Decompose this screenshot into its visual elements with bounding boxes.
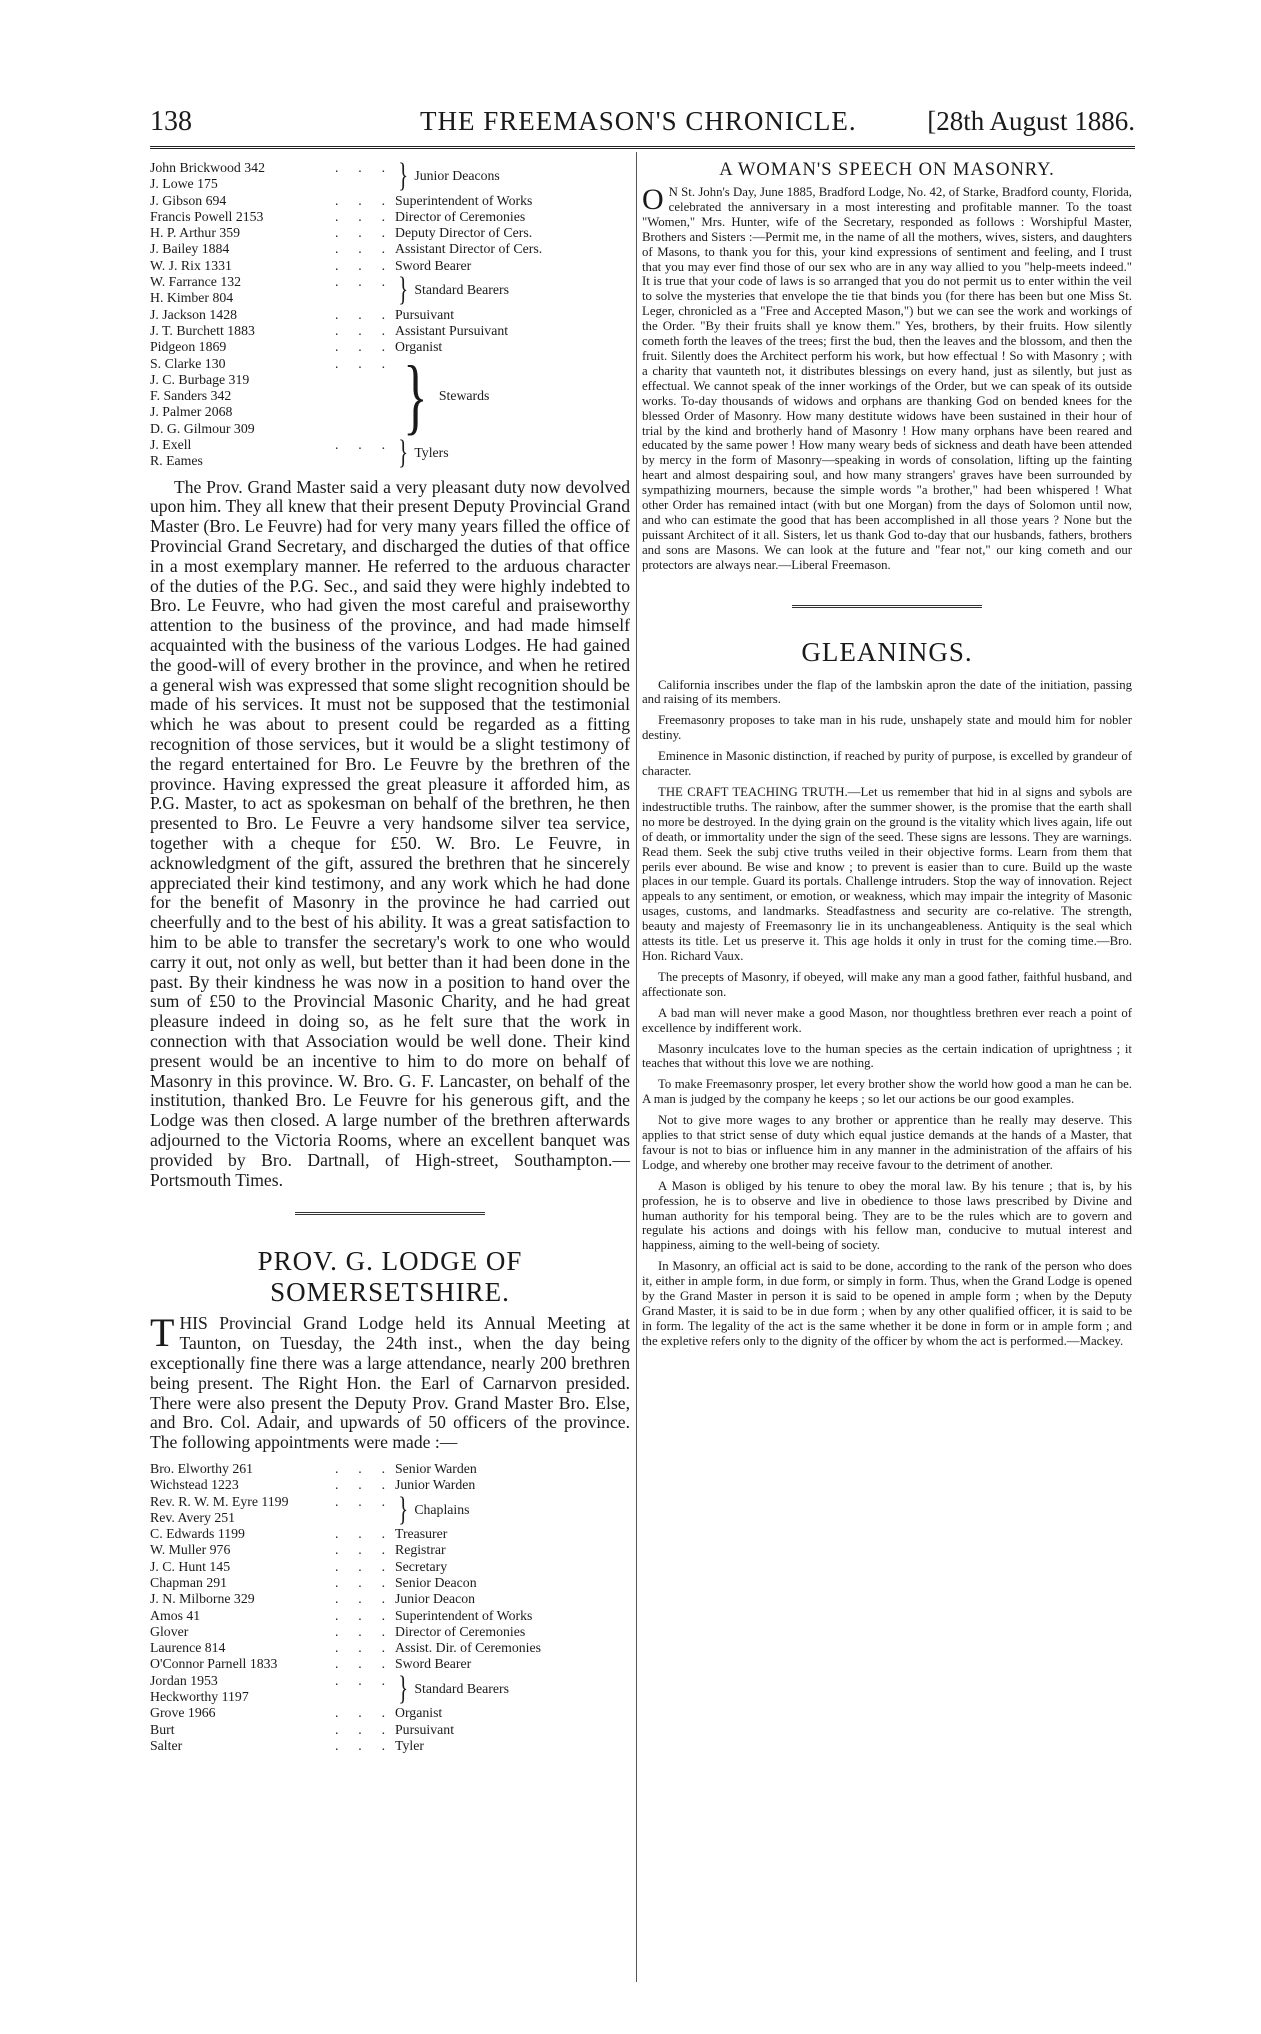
speech-heading: A WOMAN'S SPEECH ON MASONRY. xyxy=(719,160,1055,180)
office-title: Director of Ceremonies xyxy=(395,208,526,224)
office-title: Senior Warden xyxy=(395,1460,477,1476)
page-header xyxy=(150,106,1135,146)
appointee-name: J. Gibson 694 xyxy=(150,192,227,208)
appointment-row xyxy=(150,1656,630,1672)
appointee-name: Grove 1966 xyxy=(150,1705,216,1721)
column-divider xyxy=(636,152,637,1982)
appointments-list xyxy=(150,157,630,472)
leader-dots: . . . xyxy=(334,1640,386,1656)
office-title: Deputy Director of Cers. xyxy=(395,225,533,241)
office-title: Stewards xyxy=(438,388,490,404)
appointee-name: J. Bailey 1884 xyxy=(150,241,230,257)
gleaning-paragraph: California inscribes under the flap of the lambskin apron the date of the initiation, passing and raising of its members. xyxy=(642,677,1132,707)
appointment-row xyxy=(150,1705,630,1721)
office-title: Registrar xyxy=(395,1542,446,1558)
appointment-row xyxy=(150,323,630,339)
leader-dots: . . . xyxy=(334,1705,386,1721)
leader-dots: . . . xyxy=(334,225,386,241)
appointment-row xyxy=(150,307,630,323)
right-column xyxy=(642,160,1132,1355)
leader-dots: . . . xyxy=(334,1737,386,1753)
office-title: Secretary xyxy=(395,1558,448,1574)
gleaning-paragraph: In Masonry, an official act is said to be done, according to the rank of the person who does it, either in ample form, in due form, or simply in form. Thus, when the Grand Lodge is opened by the Grand Master in person it is said to be opened in ample form ; when by the Deputy Grand Master, it is said to be in due form ; when by any other qualified officer, it is said to be in form. The legality of the act is the same whether it be done in form or in ample form ; and the expletive refers only to the dignity of the officer by whom the act is performed.—Mackey. xyxy=(642,1259,1132,1348)
appointment-row xyxy=(150,1669,630,1707)
brace-mark: } xyxy=(398,271,409,309)
office-title: Treasurer xyxy=(395,1526,448,1542)
appointee-name: C. Edwards 1199 xyxy=(150,1526,245,1542)
appointee-name: H. P. Arthur 359 xyxy=(150,225,241,241)
appointee-name: Heckworthy 1197 xyxy=(150,1689,249,1705)
appointment-row xyxy=(150,271,630,309)
office-title: Director of Ceremonies xyxy=(395,1623,526,1639)
speech-dropcap: O xyxy=(642,183,664,216)
appointee-name: J. Exell xyxy=(150,437,192,453)
appointment-row xyxy=(150,434,630,472)
brace-mark: } xyxy=(398,157,409,194)
leader-dots: . . . xyxy=(334,306,386,322)
leader-dots: . . . xyxy=(334,257,386,273)
appointee-name: J. C. Hunt 145 xyxy=(150,1558,231,1574)
office-title: Standard Bearers xyxy=(414,282,509,298)
brace-mark: } xyxy=(398,434,409,472)
leader-dots: . . . xyxy=(334,437,386,453)
leader-dots: . . . xyxy=(334,1656,386,1672)
appointee-name: J. N. Milborne 329 xyxy=(150,1591,255,1607)
leader-dots: . . . xyxy=(334,1721,386,1737)
appointee-name: Wichstead 1223 xyxy=(150,1477,239,1493)
office-title: Assistant Pursuivant xyxy=(395,322,509,338)
prov-grand-master-paragraph: The Prov. Grand Master said a very pleasant duty now devolved upon him. They all knew that their present Deputy Provincial Grand Master (Bro. Le Feuvre) had for very many years filled the office of Provincial Grand Secretary, and discharged the duties of that office in a most exemplary manner. He referred to the arduous character of the duties of the P.G. Sec., and said they were highly indebted to Bro. Le Feuvre, who had given the most careful and praiseworthy attention to the business of the province, and had made himself acquainted with the business of the various Lodges. He had gained the good-will of every brother in the province, and when he retired a general wish was expressed that some slight recognition should be made of his services. It must not be supposed that the testimonial which he was about to present could be regarded as a fitting recognition of those services, but it would be a slight testimony of the regard entertained for Bro. Le Feuvre by the brethren of the province. Having expressed the great pleasure it afforded him, as P.G. Master, to act as spokesman on behalf of the brethren, he then presented to Bro. Le Feuvre a very handsome silver tea service, together with a cheque for £50. W. Bro. Le Feuvre, in acknowledgment of the gift, assured the brethren that he sincerely appreciated their kind testimony, and any work which he had done for the benefit of Masonry in the province he had carried out cheerfully and to the best of his ability. It was a great satisfaction to him to be able to transfer the secretary's work to one who would carry it out, not only as well, but better than it had been done in the past. By their kindness he was now in a position to hand over the sum of £50 to the Provincial Masonic Charity, and he had great pleasure indeed in doing so, as he felt sure that the work in connection with that Association would be well done. Their kind present would be an incentive to him to do more on behalf of Masonry in this province. W. Bro. G. F. Lancaster, on behalf of the institution, thanked Bro. Le Feuvre for his generous gift, and the Lodge was then closed. A large number of the brethren afterwards adjourned to the Victoria Rooms, where an excellent banquet was provided by Bro. Dartnall, of High-street, Southampton.—Portsmouth Times. xyxy=(150,476,630,1190)
appointee-name: W. J. Rix 1331 xyxy=(150,257,232,273)
appointee-name: S. Clarke 130 xyxy=(150,355,226,371)
office-title: Tyler xyxy=(395,1737,424,1753)
appointee-name: J. Lowe 175 xyxy=(150,176,218,192)
appointee-name: Glover xyxy=(150,1623,189,1639)
appointment-row xyxy=(150,157,630,194)
appointment-row xyxy=(150,1461,630,1477)
appointee-name: W. Farrance 132 xyxy=(150,274,242,290)
office-title: Senior Deacon xyxy=(395,1575,477,1590)
appointment-row xyxy=(150,1738,630,1754)
somerset-dropcap: T xyxy=(150,1310,175,1356)
gleaning-paragraph: Freemasonry proposes to take man in his rude, unshapely state and mould him for nobler destiny. xyxy=(642,713,1132,743)
brace-mark: } xyxy=(398,1490,409,1528)
appointee-name: John Brickwood 342 xyxy=(150,160,265,175)
appointment-row xyxy=(150,349,630,444)
office-title: Pursuivant xyxy=(395,306,455,322)
appointee-name: W. Muller 976 xyxy=(150,1542,231,1558)
office-title: Assist. Dir. of Ceremonies xyxy=(395,1640,542,1656)
appointment-row xyxy=(150,339,630,355)
appointment-row xyxy=(150,1591,630,1607)
leader-dots: . . . xyxy=(334,1623,386,1639)
speech-paragraph: O N St. John's Day, June 1885, Bradford Lodge, No. 42, of Starke, Bradford county, Florida, celebrated the anniversary in a most interesting and profitable manner. To the toast "Women," Mrs. Hunter, wife of the Secretary, responded as follows : Worshipful Master, Brothers and Sisters :—Permit me, in the name of all the mothers, wives, sisters, and daughters of Masons, to thank you for this, your kind expressions of sentiment and feeling, and I trust that you may ever find those of our sex who are in any way allied to you "help-meets indeed." It is true that your code of laws is so arranged that you do not permit us to enter within the veil to solve the mysteries that envelope the tie that binds you (for there has been but one Miss St. Leger, chronicled as a "Free and Accepted Mason,") but we can see the work and workings of the Order. "By their fruits shall ye know them." Yes, brothers, by their fruits. How silently cometh forth the leaves of the trees; first the bud, then the leaves and the blossom, and then the fruit. Silently does the Architect perform his work, but how effectual ! So with Masonry ; with a charity that vaunteth not, it distributes blessings on every hand, just as silently, but just as effectual. We cannot speak of the inner workings of the Order, but we can speak of its outside works. To-day thousands of widows and orphans are thanking God on bended knees for the blessed Order of Masonry. How many destitute widows have been sustained in their hour of trial by the kind and brotherly hand of Masonry ! How many orphans have been reared and educated by the same power ! How many weary beds of sickness and death have been attended by mercy in the form of Masonry—speaking in words of consolation, lifting up the fainting heart and almost despairing soul, and how many strangers' graves have been surrounded by sympathizing mourners, because the simple words "a brother," had been whispered ! What other Order has remained intact (with but one Morgan) from the days of Solomon until now, and who can estimate the good that has been accomplished in all those years ? None but the puissant Architect of it all. Sisters, let us thank God to-day that our husbands, fathers, brothers and sons are Masons. We can look at the future and "fear not," our king cometh and our protectors are always near.—Liberal Freemason. xyxy=(642,183,1132,572)
gleaning-paragraph: A bad man will never make a good Mason, nor thoughtless brethren ever reach a point of excellence by indifferent work. xyxy=(642,1005,1132,1035)
page-number: 138 xyxy=(150,106,192,137)
brace-mark: } xyxy=(403,349,428,444)
appointee-name: J. Palmer 2068 xyxy=(150,404,233,420)
office-title: Junior Deacon xyxy=(395,1591,476,1607)
appointment-row xyxy=(150,1722,630,1738)
leader-dots: . . . xyxy=(334,160,386,175)
appointment-row xyxy=(150,1542,630,1558)
leader-dots: . . . xyxy=(334,322,386,338)
office-title: Tylers xyxy=(414,445,449,461)
appointment-row xyxy=(150,1624,630,1640)
office-title: Junior Deacons xyxy=(414,168,500,184)
appointee-name: H. Kimber 804 xyxy=(150,290,234,306)
gleaning-paragraph: THE CRAFT TEACHING TRUTH.—Let us remember that hid in al signs and sybols are indestructible truths. The rainbow, after the summer shower, is the promise that the earth shall no more be destroyed. In the dying grain on the ground is the vitality which lives again, life out of death, or immortality under the sign of the seed. These signs are lessons. They are warnings. Read them. Seek the subj ctive truths veiled in their objective forms. Learn from them that perils ever abound. Be wise and know ; to prevent is easier than to cure. Build up the waste places in our temple. Guard its portals. Challenge intruders. Stop the way of innovation. Reject appeals to any sentiment, or emotion, or weakness, which may impair the integrity of Masonic usages, customs, and landmarks. Steadfastness and security are co-relative. The strength, beauty and majesty of Freemasonry lie in its unchangeableness. Antiquity is the seal which attests its title. Let us preserve it. This age holds it only in trust for the coming time.—Bro. Hon. Richard Vaux. xyxy=(642,785,1132,963)
appointee-name: J. Jackson 1428 xyxy=(150,306,237,322)
appointee-name: Rev. R. W. M. Eyre 1199 xyxy=(150,1493,289,1509)
leader-dots: . . . xyxy=(334,1526,386,1542)
gleaning-paragraph: To make Freemasonry prosper, let every brother show the world how good a man he can be. A man is judged by the company he keeps ; so let our actions be our good examples. xyxy=(642,1077,1132,1107)
appointee-name: R. Eames xyxy=(150,453,203,469)
leader-dots: . . . xyxy=(334,1477,386,1493)
gleanings-heading: GLEANINGS. xyxy=(801,636,973,667)
appointee-name: J. C. Burbage 319 xyxy=(150,371,250,387)
gleaning-paragraph: The precepts of Masonry, if obeyed, will make any man a good father, faithful husband, and affectionate son. xyxy=(642,969,1132,999)
appointment-row xyxy=(150,1477,630,1493)
gleaning-paragraph: Eminence in Masonic distinction, if reached by purity of purpose, is excelled by grandeur of character. xyxy=(642,749,1132,779)
publication-title: THE FREEMASON'S CHRONICLE. xyxy=(420,106,857,136)
brace-mark: } xyxy=(398,1669,409,1707)
issue-date: [28th August 1886. xyxy=(927,106,1135,136)
appointee-name: Bro. Elworthy 261 xyxy=(150,1460,254,1476)
left-column xyxy=(150,157,630,1754)
appointment-row xyxy=(150,1608,630,1624)
appointee-name: Laurence 814 xyxy=(150,1640,226,1656)
appointment-row xyxy=(150,1575,630,1591)
office-title: Pursuivant xyxy=(395,1721,455,1737)
leader-dots: . . . xyxy=(334,1607,386,1623)
appointee-name: Amos 41 xyxy=(150,1607,201,1623)
appointment-row xyxy=(150,209,630,225)
appointment-row xyxy=(150,225,630,241)
office-title: Sword Bearer xyxy=(395,257,472,273)
appointment-row xyxy=(150,241,630,257)
appointee-name: Pidgeon 1869 xyxy=(150,339,227,355)
office-title: Standard Bearers xyxy=(414,1680,509,1696)
appointment-row xyxy=(150,1559,630,1575)
leader-dots: . . . xyxy=(334,1460,386,1476)
appointee-name: Jordan 1953 xyxy=(150,1672,218,1688)
appointee-name: Chapman 291 xyxy=(150,1575,228,1590)
leader-dots: . . . xyxy=(334,1558,386,1574)
somerset-appointments-list xyxy=(150,1461,630,1754)
leader-dots: . . . xyxy=(334,1542,386,1558)
gleaning-paragraph: Not to give more wages to any brother or apprentice than he really may deserve. This applies to that strict sense of duty which equal justice demands at the hands of a Master, that favour is not to bias or influence him in any manner in the administration of the affairs of his Lodge, and whereby one brother may receive favour to the detriment of another. xyxy=(642,1113,1132,1172)
speech-article xyxy=(642,185,1132,573)
office-title: Sword Bearer xyxy=(395,1656,472,1672)
leader-dots: . . . xyxy=(334,241,386,257)
appointment-row xyxy=(150,258,630,274)
leader-dots: . . . xyxy=(334,1672,386,1688)
office-title: Superintendent of Works xyxy=(395,1607,533,1623)
appointment-row xyxy=(150,193,630,209)
gleanings-list xyxy=(642,678,1132,1349)
office-title: Chaplains xyxy=(414,1501,470,1517)
leader-dots: . . . xyxy=(334,355,386,371)
appointee-name: Burt xyxy=(150,1721,175,1737)
appointee-name: J. T. Burchett 1883 xyxy=(150,322,255,338)
appointee-name: Salter xyxy=(150,1737,183,1753)
appointment-row xyxy=(150,1526,630,1542)
leader-dots: . . . xyxy=(334,1493,386,1509)
appointee-name: D. G. Gilmour 309 xyxy=(150,420,255,436)
gleaning-paragraph: A Mason is obliged by his tenure to obey the moral law. By his tenure ; that is, by his profession, he is to observe and live in obedience to those laws prescribed by Divine and human authority for his temporal being. They are to be the rules which are to govern and regulate his actions and doings with his fellow man, conducive to mutual interest and happiness, aiming to the well-being of society. xyxy=(642,1178,1132,1253)
appointee-name: Rev. Avery 251 xyxy=(150,1509,236,1525)
leader-dots: . . . xyxy=(334,1575,386,1590)
appointment-row xyxy=(150,1640,630,1656)
leader-dots: . . . xyxy=(334,192,386,208)
gleaning-paragraph: Masonry inculcates love to the human species as the certain indication of uprightness ; it teaches that without this love we are nothing. xyxy=(642,1041,1132,1071)
leader-dots: . . . xyxy=(334,208,386,224)
leader-dots: . . . xyxy=(334,274,386,290)
office-title: Assistant Director of Cers. xyxy=(395,241,543,257)
somerset-paragraph: THIS Provincial Grand Lodge held its Annual Meeting at Taunton, on Tuesday, the 24th inst., when the day being exceptionally fine there was a large attendance, nearly 200 brethren being present. The Right Hon. the Earl of Carnarvon presided. There were also present the Deputy Prov. Grand Master Bro. Else, and Bro. Col. Adair, and upwards of 50 officers of the province. The following appointments were made :— xyxy=(150,1310,630,1453)
leader-dots: . . . xyxy=(334,1591,386,1607)
appointee-name: F. Sanders 342 xyxy=(150,388,232,404)
somerset-heading: PROV. G. LODGE OF SOMERSETSHIRE. xyxy=(257,1246,523,1308)
appointment-row xyxy=(150,1490,630,1528)
office-title: Superintendent of Works xyxy=(395,192,533,208)
header-rule xyxy=(150,146,1135,152)
office-title: Junior Warden xyxy=(395,1477,476,1493)
appointee-name: O'Connor Parnell 1833 xyxy=(150,1656,278,1672)
office-title: Organist xyxy=(395,339,443,355)
office-title: Organist xyxy=(395,1705,443,1721)
appointee-name: Francis Powell 2153 xyxy=(150,208,264,224)
leader-dots: . . . xyxy=(334,339,386,355)
